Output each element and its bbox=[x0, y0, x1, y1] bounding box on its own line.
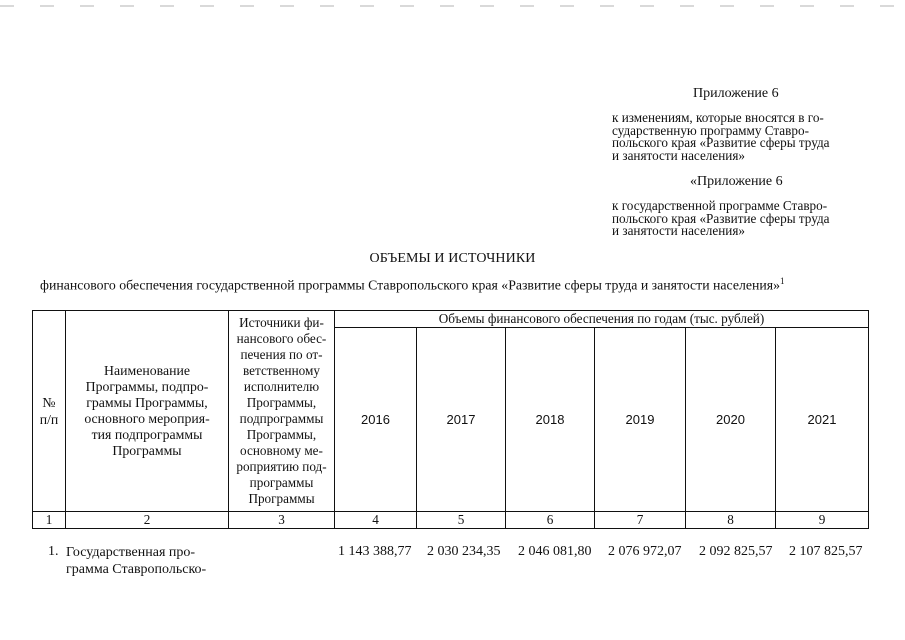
appendix-note-line: сударственную программу Ставро- bbox=[612, 122, 809, 138]
header-year-2017: 2017 bbox=[417, 328, 506, 512]
header-year-2020: 2020 bbox=[686, 328, 776, 512]
column-number: 3 bbox=[229, 512, 335, 529]
appendix-subnote-line: и занятости населения» bbox=[612, 223, 746, 238]
document-subtitle bbox=[40, 276, 785, 294]
row-value-2019: 2 076 972,07 bbox=[608, 544, 682, 559]
header-year-2021: 2021 bbox=[776, 328, 869, 512]
header-years-group: Объемы финансового обеспечения по годам (тыс. рублей) bbox=[335, 311, 869, 328]
row-value-2020: 2 092 825,57 bbox=[699, 544, 773, 559]
header-source-line: Программы, bbox=[246, 395, 317, 410]
header-source-line: Программы, bbox=[246, 427, 317, 442]
row-value-2021: 2 107 825,57 bbox=[789, 544, 863, 559]
header-year-2019: 2019 bbox=[595, 328, 686, 512]
row-value-2017: 2 030 234,35 bbox=[427, 544, 501, 559]
header-name-line: Программы bbox=[112, 443, 182, 458]
document-subtitle-text: финансового обеспечения государственной программы Ставропольского края «Развитие сферы труда и занятости населения» bbox=[40, 277, 780, 293]
appendix-note bbox=[612, 112, 867, 162]
appendix-note-line: и занятости населения» bbox=[612, 147, 746, 163]
column-number: 8 bbox=[686, 512, 776, 529]
header-num-text: № п/п bbox=[39, 395, 59, 427]
appendix-subnote-line: польского края «Развитие сферы труда bbox=[612, 210, 830, 226]
appendix-subtitle: «Приложение 6 bbox=[690, 174, 783, 189]
appendix-subnote bbox=[612, 200, 867, 238]
column-number: 1 bbox=[33, 512, 66, 529]
appendix-title: Приложение 6 bbox=[693, 86, 779, 101]
header-name-line: Программы, подпро- bbox=[85, 379, 209, 394]
header-source-line: роприятию под- bbox=[236, 459, 327, 474]
column-number: 4 bbox=[335, 512, 417, 529]
appendix-note-line: к изменениям, которые вносятся в го- bbox=[612, 110, 824, 125]
row-values bbox=[338, 544, 863, 560]
scan-artifact-line bbox=[0, 5, 905, 7]
header-source-line: программы bbox=[249, 475, 314, 490]
row-value-2016: 1 143 388,77 bbox=[338, 544, 412, 559]
column-number: 6 bbox=[506, 512, 595, 529]
appendix-subnote-line: к государственной программе Ставро- bbox=[612, 198, 828, 213]
header-source-line: подпрограммы bbox=[239, 411, 324, 426]
header-name-line: граммы Программы, bbox=[86, 395, 208, 410]
header-source-line: исполнителю bbox=[243, 379, 320, 394]
header-source-line: ветственному bbox=[243, 363, 320, 378]
column-number: 9 bbox=[776, 512, 869, 529]
row-program-name-line: грамма Ставропольско- bbox=[66, 562, 207, 577]
header-name-line: тия подпрограммы bbox=[91, 427, 203, 442]
row-program-name-line: Государственная про- bbox=[66, 545, 196, 560]
row-number: 1. bbox=[48, 544, 59, 559]
header-name-line: основного мероприя- bbox=[84, 411, 210, 426]
header-source-line: Программы bbox=[248, 491, 315, 506]
column-number: 5 bbox=[417, 512, 506, 529]
header-year-2016: 2016 bbox=[335, 328, 417, 512]
header-source-line: нансового обес- bbox=[236, 331, 327, 346]
header-year-2018: 2018 bbox=[506, 328, 595, 512]
header-source-line: печения по от- bbox=[240, 347, 323, 362]
row-program-name bbox=[66, 544, 226, 578]
header-name bbox=[66, 311, 229, 512]
column-number: 2 bbox=[66, 512, 229, 529]
column-number: 7 bbox=[595, 512, 686, 529]
header-source-line: основному ме- bbox=[240, 443, 323, 458]
appendix-note-line: польского края «Развитие сферы труда bbox=[612, 135, 830, 150]
header-source bbox=[229, 311, 335, 512]
document-title: ОБЪЕМЫ И ИСТОЧНИКИ bbox=[369, 251, 536, 266]
footnote-mark: 1 bbox=[780, 276, 785, 286]
row-value-2018: 2 046 081,80 bbox=[518, 544, 592, 559]
header-num bbox=[33, 311, 66, 512]
financing-table bbox=[32, 310, 869, 529]
header-name-line: Наименование bbox=[104, 363, 190, 378]
header-source-line: Источники фи- bbox=[239, 315, 324, 330]
